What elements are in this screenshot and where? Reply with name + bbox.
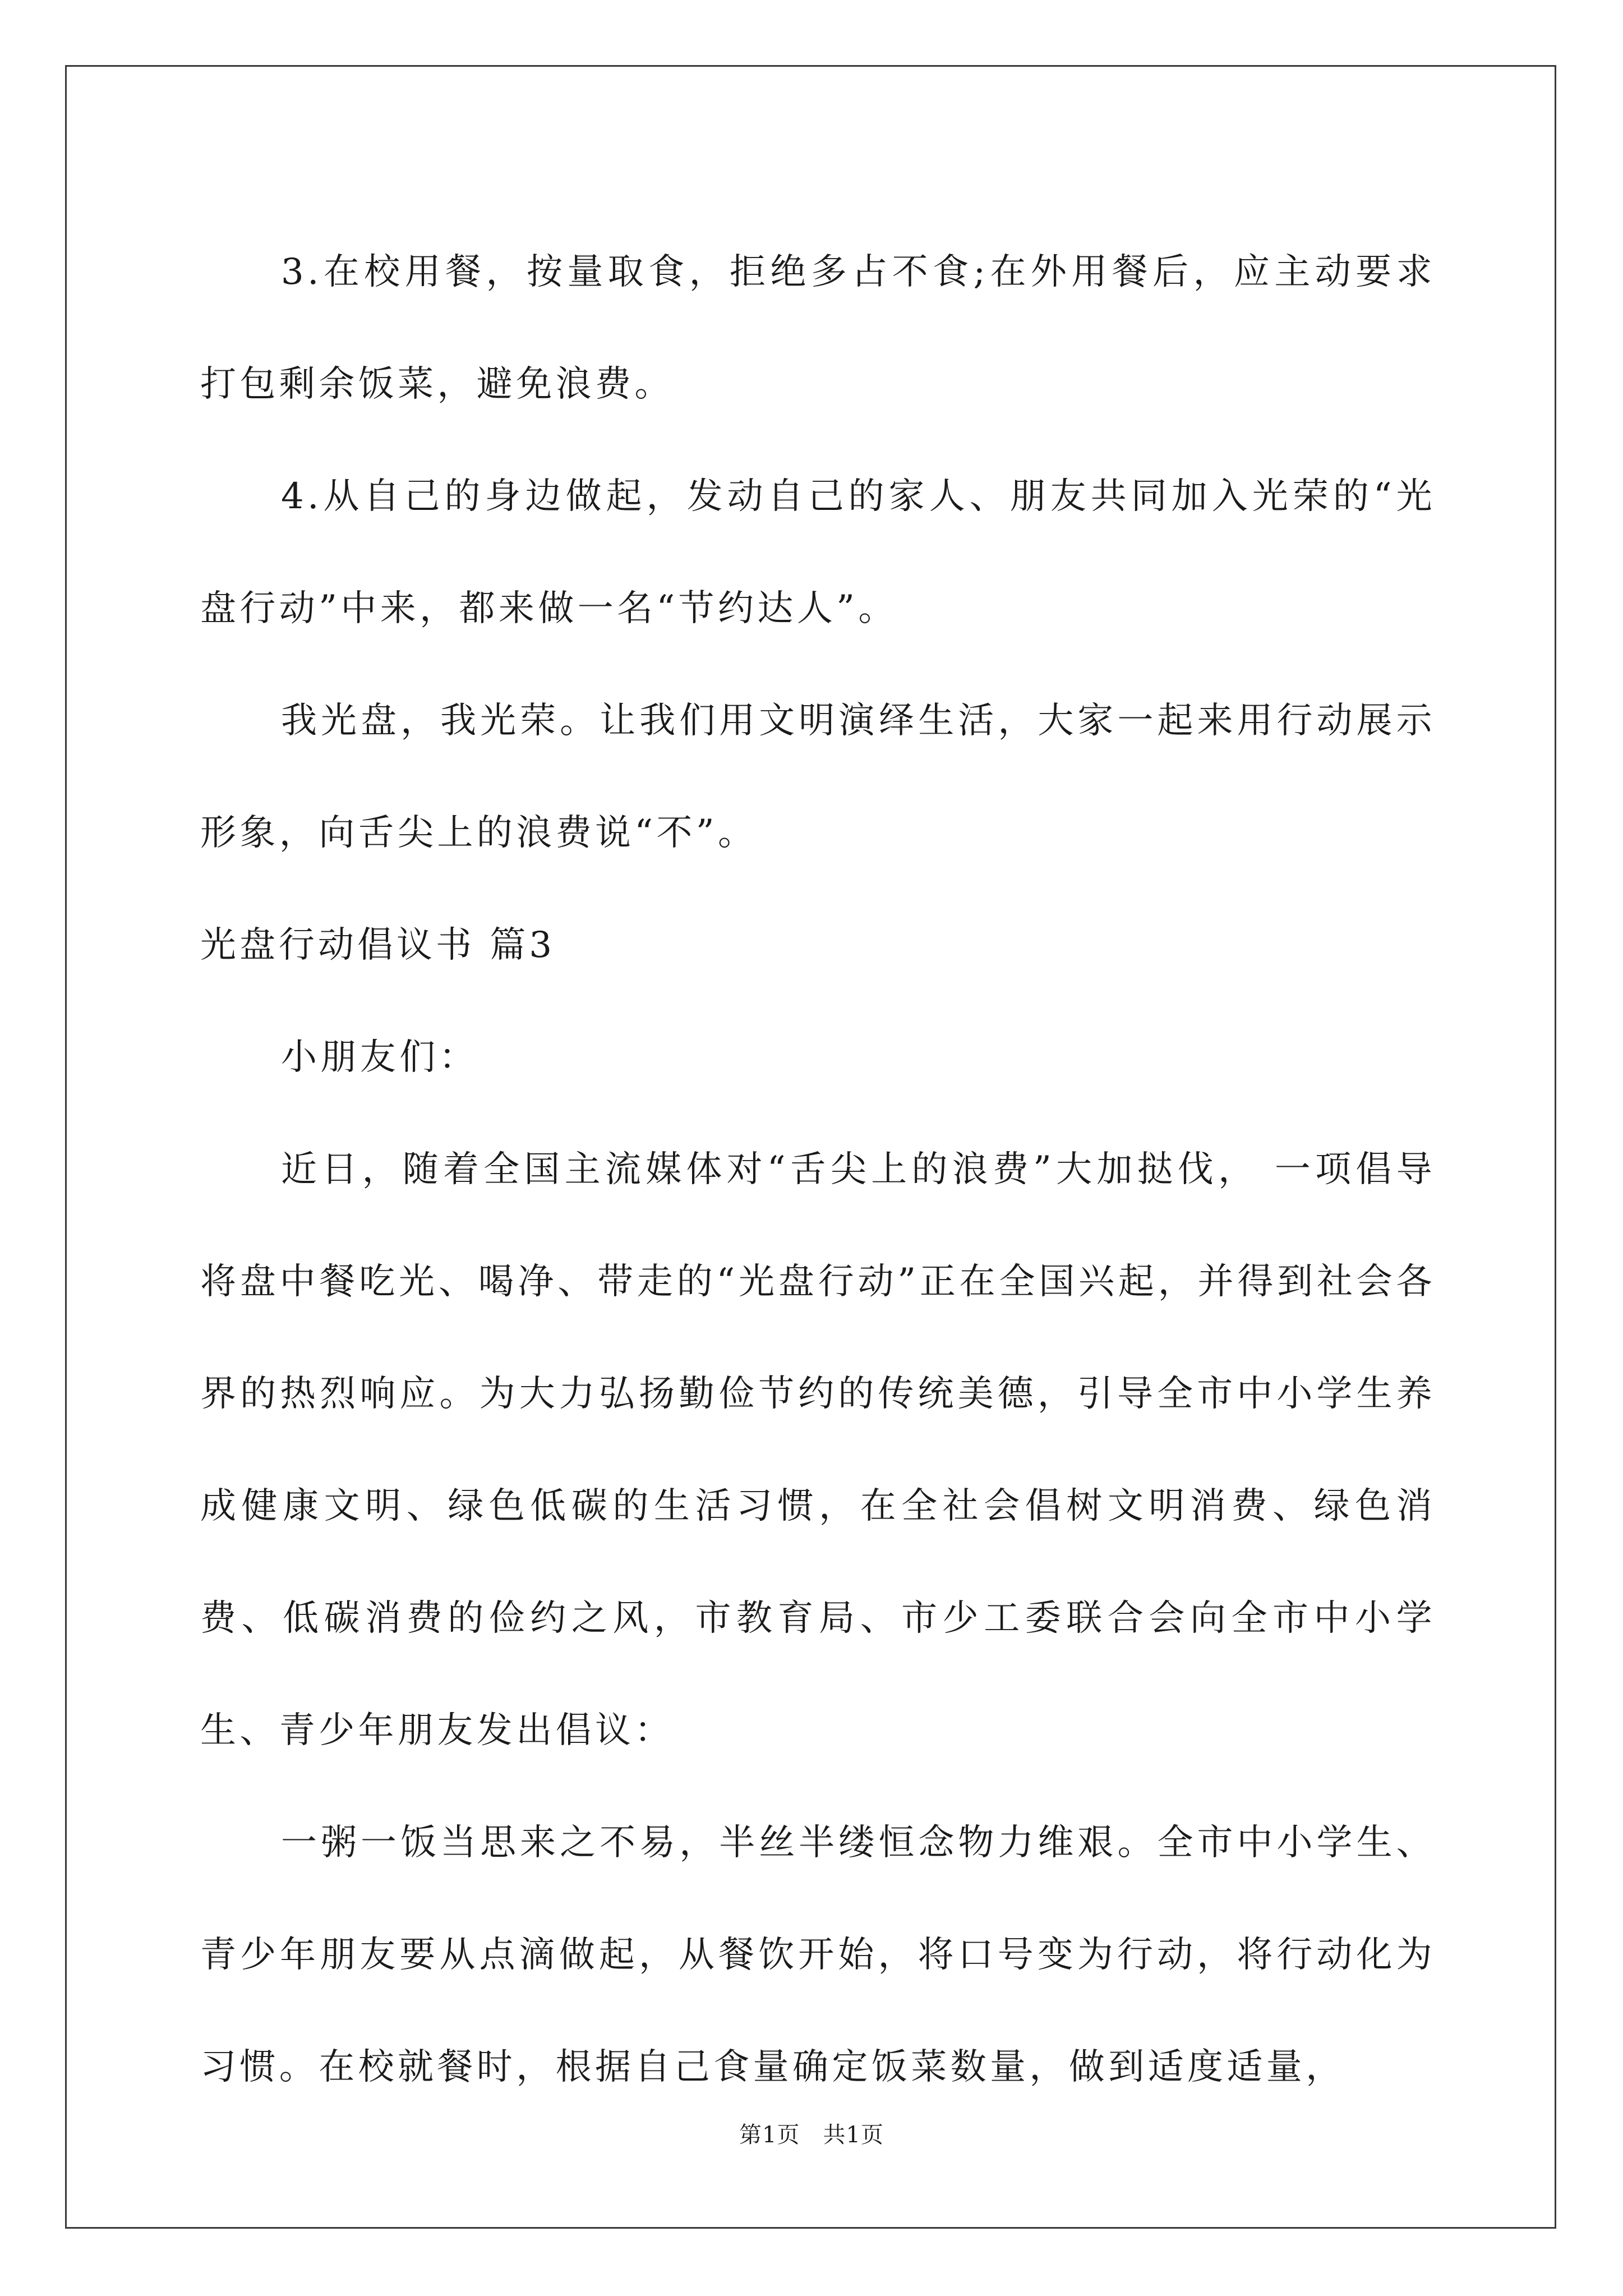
body-paragraph-proposal: 一粥一饭当思来之不易，半丝半缕恒念物力维艰。全市中小学生、青少年朋友要从点滴做起，从餐饮开始，将口号变为行动，将行动化为习惯。在校就餐时，根据自己食量确定饭菜数量，做到适度适量，: [200, 1822, 1436, 2088]
page-footer: 第1页 共1页: [739, 2122, 884, 2148]
body-paragraph-intro: 近日，随着全国主流媒体对“舌尖上的浪费”大加挞伐， 一项倡导将盘中餐吃光、喝净、带走的“光盘行动”正在全国兴起，并得到社会各界的热烈响应。为大力弘扬勤俭节约的传统美德，引导全市中小学生养成健康文明、绿色低碳的生活习惯，在全社会倡树文明消费、绿色消费、低碳消费的俭约之风，市教育局、市少工委联合会向全市中小学生、青少年朋友发出倡议：: [200, 1149, 1436, 1751]
document-body: [200, 216, 1436, 2123]
greeting: 小朋友们：: [281, 1037, 478, 1078]
paragraph-item-3: 3.在校用餐，按量取食，拒绝多占不食;在外用餐后，应主动要求打包剩余饭菜，避免浪费。: [200, 251, 1436, 405]
paragraph-closing: 我光盘，我光荣。让我们用文明演绎生活，大家一起来用行动展示形象，向舌尖上的浪费说“不”。: [200, 700, 1436, 854]
paragraph-item-4: 4.从自己的身边做起，发动自己的家人、朋友共同加入光荣的“光盘行动”中来，都来做一名“节约达人”。: [200, 476, 1436, 629]
section-heading: 光盘行动倡议书 篇3: [200, 924, 556, 966]
